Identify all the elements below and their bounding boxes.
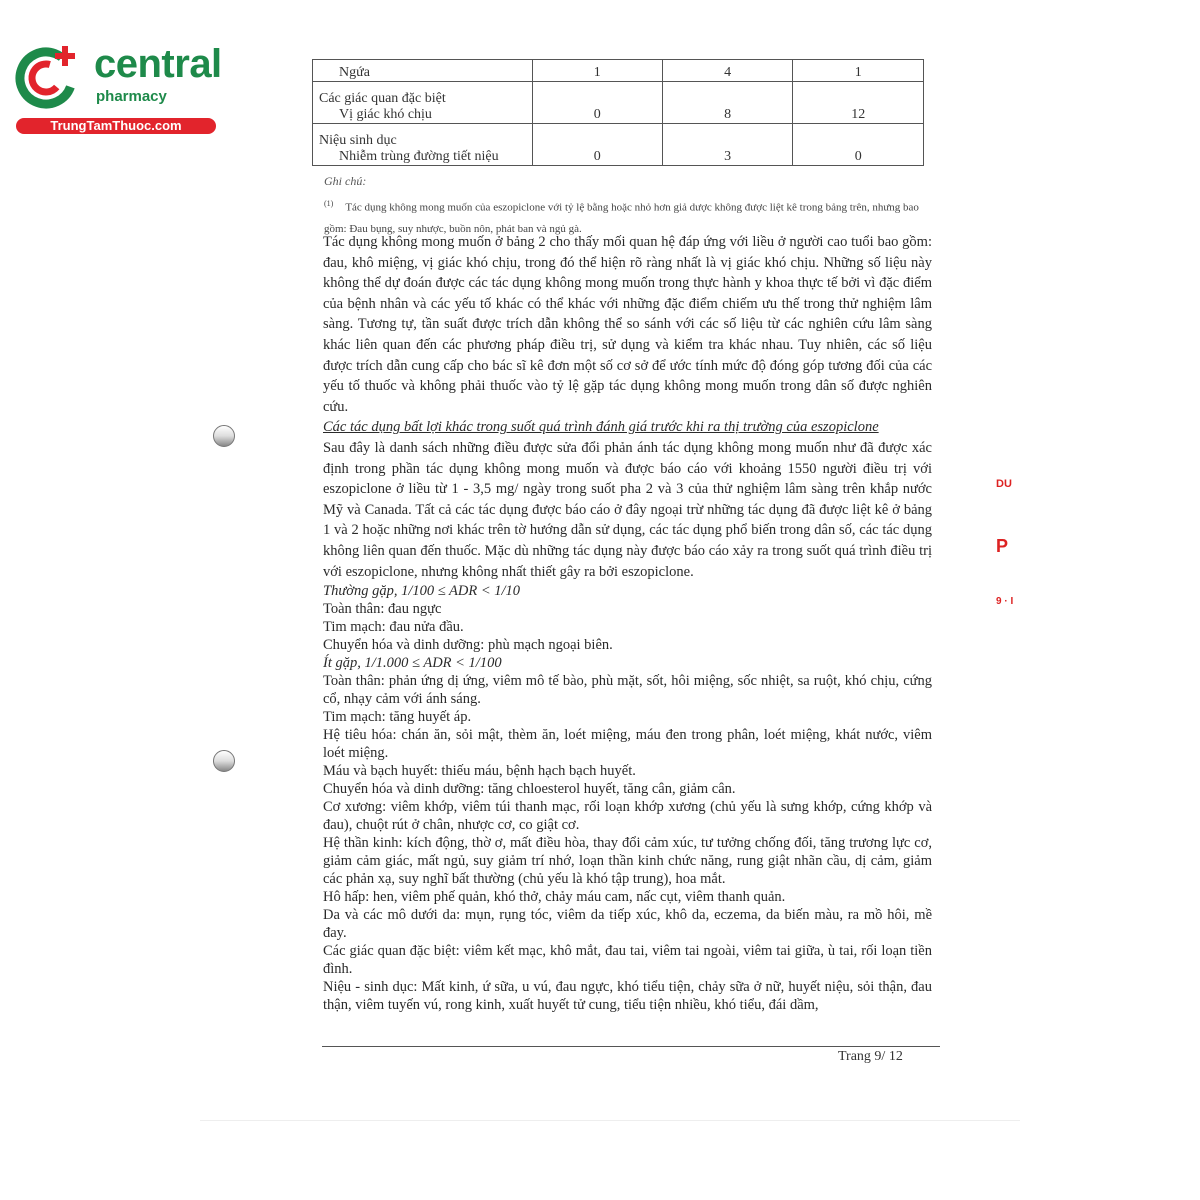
subheading-common: Thường gặp, 1/100 ≤ ADR < 1/10: [323, 583, 521, 600]
table-row: [313, 124, 924, 166]
list-item: Hệ tiêu hóa: chán ăn, sỏi mật, thèm ăn, loét miệng, máu đen trong phân, loét miệng, khát nước, viêm loét miệng.: [323, 727, 932, 762]
list-item: Cơ xương: viêm khớp, viêm túi thanh mạc, rối loạn khớp xương (chủ yếu là sưng khớp, cứng khớp và đau), chuột rút ở chân, nhược cơ, co giật cơ.: [323, 799, 932, 834]
table-cell: 12: [793, 82, 924, 124]
table-row: [313, 82, 924, 124]
note-heading: Ghi chú:: [324, 174, 367, 188]
subheading-uncommon: Ít gặp, 1/1.000 ≤ ADR < 1/100: [323, 655, 502, 672]
list-item: Toàn thân: phản ứng dị ứng, viêm mô tế bào, phù mặt, sốt, hôi miệng, sốc nhiệt, sa ruột, khó chịu, cứng cổ, nhạy cảm với ánh sáng.: [323, 673, 932, 708]
table-cell: Các giác quan đặc biệt Vị giác khó chịu: [313, 82, 533, 124]
table-cell: 0: [793, 124, 924, 166]
table-row: [313, 60, 924, 82]
margin-stamp-a: DU: [996, 478, 1012, 490]
logo-title: central: [94, 42, 222, 86]
list-item: Da và các mô dưới da: mụn, rụng tóc, viêm da tiếp xúc, khô da, eczema, da biến màu, ra mồ hôi, mề đay.: [323, 907, 932, 942]
punch-hole-icon: [213, 425, 235, 447]
margin-stamp-c: 9 · I: [996, 596, 1014, 607]
scan-edge-line: [200, 1120, 1020, 1121]
list-item: Tim mạch: tăng huyết áp.: [323, 709, 472, 726]
list-item: Niệu - sinh dục: Mất kinh, ứ sữa, u vú, đau ngực, khó tiểu tiện, chảy sữa ở nữ, huyết niệu, sỏi thận, đau thận, viêm tuyến vú, rong kinh, xuất huyết tử cung, tiểu tiện nhiều, khó tiểu, đái dầm,: [323, 979, 932, 1014]
list-item: Các giác quan đặc biệt: viêm kết mạc, khô mắt, đau tai, viêm tai ngoài, viêm tai giữa, ù tai, rối loạn tiền đình.: [323, 943, 932, 978]
note-text: $^{(1)}$ Tác dụng không mong muốn của eszopiclone với tỷ lệ bằng hoặc nhỏ hơn giả dược không được liệt kê trong bảng trên, nhưng bao gồm: Đau bụng, suy nhược, buồn nôn, phát ban và ngủ gà.: [324, 199, 919, 235]
table-cell: 8: [662, 82, 792, 124]
central-pharmacy-logo: [8, 36, 223, 136]
adverse-effects-table: [312, 59, 924, 166]
list-item: Chuyển hóa và dinh dưỡng: tăng chloesterol huyết, tăng cân, giảm cân.: [323, 781, 736, 798]
table-cell: 1: [793, 60, 924, 82]
table-cell: 0: [532, 82, 662, 124]
table-cell: Niệu sinh dục Nhiễm trùng đường tiết niệu: [313, 124, 533, 166]
logo-subtitle: pharmacy: [96, 88, 167, 105]
table-cell: 3: [662, 124, 792, 166]
list-item: Hệ thần kinh: kích động, thờ ơ, mất điều hòa, thay đổi cảm xúc, tư tưởng chống đối, tăng trương lực cơ, giảm cảm giác, mất ngủ, suy giảm trí nhớ, loạn thần kinh chức năng, rung giật nhãn cầu, dị cảm, giảm các phản xạ, suy nghĩ bất thường (chủ yếu là khó tập trung), hoa mắt.: [323, 835, 932, 888]
list-item: Chuyển hóa và dinh dưỡng: phù mạch ngoại biên.: [323, 637, 613, 654]
punch-hole-icon: [213, 750, 235, 772]
footer-divider: [322, 1046, 940, 1047]
table-cell: Ngứa: [313, 60, 533, 82]
list-item: Máu và bạch huyết: thiếu máu, bệnh hạch bạch huyết.: [323, 763, 636, 780]
list-item: Hô hấp: hen, viêm phế quản, khó thở, chảy máu cam, nấc cụt, viêm thanh quản.: [323, 889, 786, 906]
paragraph: Sau đây là danh sách những điều được sửa đổi phản ánh tác dụng không mong muốn như đã được xác định trong phần tác dụng không mong muốn và được báo cáo với khoảng 1550 người điều trị với eszopiclone ở liều từ 1 - 3,5 mg/ ngày trong suốt pha 2 và 3 của thử nghiệm lâm sàng trên khắp nước Mỹ và Canada. Tất cả các tác dụng được báo cáo ở đây ngoại trừ những tác dụng đã được liệt kê ở bảng 1 và 2 hoặc những nơi khác trên tờ hướng dẫn sử dụng, các tác dụng phổ biến trong dân số, các tác dụng không liên quan đến thuốc. Mặc dù những tác dụng này được báo cáo xảy ra trong suốt quá trình điều trị với eszopiclone, nhưng không nhất thiết gây ra bởi eszopiclone.: [323, 439, 932, 580]
page-number: Trang 9/ 12: [838, 1049, 903, 1064]
logo-url: TrungTamThuoc.com: [16, 118, 216, 134]
table-cell: 0: [532, 124, 662, 166]
section-title: Các tác dụng bất lợi khác trong suốt quá trình đánh giá trước khi ra thị trường của eszopiclone: [323, 419, 879, 436]
table-cell: 1: [532, 60, 662, 82]
logo-mark-icon: [12, 40, 82, 110]
document-body: [323, 232, 932, 1014]
list-item: Tim mạch: đau nửa đầu.: [323, 619, 464, 636]
margin-stamp-b: P: [996, 536, 1009, 556]
list-item: Toàn thân: đau ngực: [323, 601, 442, 618]
paragraph: Tác dụng không mong muốn ở bảng 2 cho thấy mối quan hệ đáp ứng với liều ở người cao tuổi bao gồm: đau, khô miệng, vị giác khó chịu, trong đó thể hiện rõ ràng nhất là vị giác khó chịu. Những số liệu này không thể dự đoán được các tác dụng không mong muốn trong thực hành y khoa thực tế bởi vì đặc điểm của bệnh nhân và các yếu tố khác có thể khác với những đặc điểm chiếm ưu thế trong thử nghiệm lâm sàng. Tương tự, tần suất được trích dẫn không thể so sánh với các số liệu từ các nghiên cứu lâm sàng khác liên quan đến các phương pháp điều trị, sử dụng và kiểm tra khác nhau. Tuy nhiên, các số liệu được trích dẫn cung cấp cho bác sĩ kê đơn một số cơ sở để ước tính mức độ đóng góp tương đối của các yếu tố thuốc và không phải thuốc vào tỷ lệ gặp tác dụng không mong muốn trong dân số được nghiên cứu.: [323, 234, 932, 415]
table-cell: 4: [662, 60, 792, 82]
